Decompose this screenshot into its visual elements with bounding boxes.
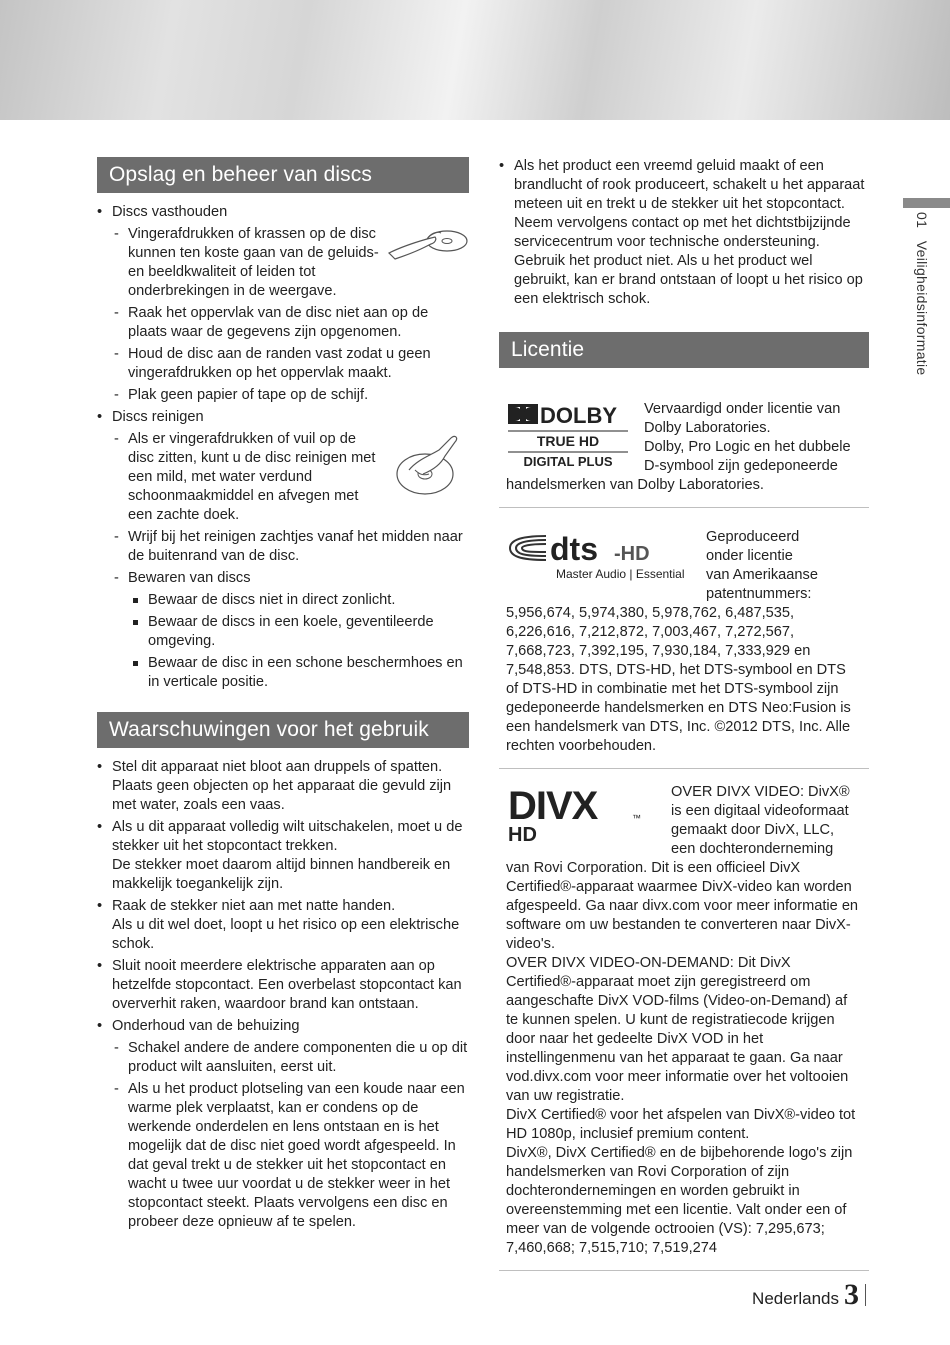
license-section-title: Licentie	[499, 332, 869, 368]
dolby-logo-plus: DIGITAL PLUS	[523, 454, 613, 469]
dts-license	[499, 520, 869, 769]
dts-logo-sub: Master Audio | Essential	[556, 567, 685, 581]
chapter-number: 01	[914, 212, 930, 229]
holding-item-3: - Houd de disc aan de randen vast zodat u geen vingerafdrukken op het oppervlak maakt.	[97, 345, 469, 383]
cleaning-item-2: - Wrijf bij het reinigen zachtjes vanaf het midden naar de buitenrand van de disc.	[97, 528, 469, 566]
housing-item-2: - Als u het product plotseling van een koude naar een warme plek verplaatst, kan er condens op de werkende onderdelen en lens ontstaan en is het mogelijk dat de disc niet goed wordt afgespeeld. In dat geval trekt u de stekker uit het stopcontact en wacht u twee uur voordat u de stekker weer in het stopcontact steekt. Plaats vervolgens een disc en probeer deze opnieuw af te spelen.	[97, 1080, 469, 1232]
dolby-text-2: Dolby, Pro Logic en het dubbele D-symbool zijn gedeponeerde handelsmerken van Dolby Laboratories.	[506, 439, 851, 493]
footer-language: Nederlands	[752, 1289, 839, 1308]
warnings-section-title: Waarschuwingen voor het gebruik	[97, 712, 469, 748]
cleaning-item-1: Als er vingerafdrukken of vuil op de disc zitten, kunt u de disc reinigen met een mild, met water verdund schoonmaakmiddel en afvegen met een zachte doek.	[128, 431, 376, 523]
warning-item-2: • Als u dit apparaat volledig wilt uitschakelen, moet u de stekker uit het stopcontact trekken.	[112, 819, 463, 854]
chapter-tab	[903, 198, 950, 208]
list-item	[97, 430, 469, 525]
dolby-license	[499, 368, 869, 508]
page-footer	[752, 1278, 866, 1312]
dolby-text-1: Vervaardigd onder licentie van Dolby Laboratories.	[644, 401, 841, 436]
storage-list	[97, 203, 469, 692]
right-column	[499, 157, 869, 1283]
divx-paragraph-1: OVER DIVX VIDEO: DivX® is een digitaal videoformaat gemaakt door DivX, LLC, een dochteronderneming van Rovi Corporation. Dit is een officieel DivX Certified®-apparaat waarmee DivX-video kan worden afgespeeld. Ga naar divx.com voor meer informatie en software om uw bestanden te converteren naar DivX-video's.	[506, 784, 859, 952]
divx-paragraph-2: OVER DIVX VIDEO-ON-DEMAND: Dit DivX Certified®-apparaat moet zijn geregistreerd om aangeschafte DivX VOD-films (Video-on-Demand) af te kunnen spelen. U kunt de registratiecode krijgen door naar het gedeelte DivX VOD in het instellingenmenu van het apparaat te gaan. Ga naar vod.divx.com voor meer informatie over het voltooien van uw registratie.	[506, 955, 849, 1104]
warning-item-2b: De stekker moet daarom altijd binnen handbereik en makkelijk toegankelijk zijn.	[112, 857, 451, 892]
divx-logo-word: DIVX	[508, 784, 598, 828]
warning-item-3b: Als u dit wel doet, loopt u het risico op een elektrische schok.	[112, 917, 460, 952]
housing-item-1: - Schakel andere de andere componenten die u op dit product wilt aansluiten, eerst uit.	[97, 1039, 469, 1077]
warnings-list	[97, 758, 469, 1232]
storing-item-2: Bewaar de discs in een koele, geventileerde omgeving.	[97, 613, 469, 651]
divx-paragraph-4: DivX®, DivX Certified® en de bijbehorende logo's zijn handelsmerken van Rovi Corporation of zijn dochterondernemingen en worden gebruikt in overeenstemming met een licentie. Valt onder een of meer van de volgende octrooien (VS): 7,295,673; 7,460,668; 7,515,710; 7,519,274	[506, 1145, 853, 1256]
hand-wiping-disc-icon	[389, 430, 469, 500]
storing-item-3: Bewaar de disc in een schone beschermhoes en in verticale positie.	[97, 654, 469, 692]
divx-hd-logo	[506, 783, 661, 843]
dts-line-4: patentnummers:	[706, 586, 812, 602]
warning-item-3: • Raak de stekker niet aan met natte handen.	[112, 898, 396, 914]
warning-item-1: • Stel dit apparaat niet bloot aan druppels of spatten. Plaats geen objecten op het apparaat die gevuld zijn met water, zoals een vaas.	[97, 758, 469, 815]
chapter-title: Veiligheidsinformatie	[914, 240, 930, 376]
dts-hd-logo	[506, 528, 696, 582]
divx-logo-tm: ™	[632, 813, 641, 823]
dts-line-2: onder licentie	[706, 548, 793, 564]
dolby-logo	[506, 400, 634, 470]
hand-holding-disc-icon	[387, 225, 469, 265]
cleaning-label: • Discs reinigen	[97, 408, 469, 427]
dolby-logo-word: DOLBY	[540, 403, 617, 428]
dts-line-3: van Amerikaanse	[706, 567, 818, 583]
holding-label: • Discs vasthouden	[97, 203, 469, 222]
footer-divider	[865, 1284, 866, 1306]
chapter-label	[908, 212, 930, 412]
divx-logo-hd: HD	[508, 824, 537, 843]
list-item	[97, 818, 469, 894]
list-item	[97, 897, 469, 954]
divx-license	[499, 781, 869, 1271]
holding-item-2: - Raak het oppervlak van de disc niet aan op de plaats waar de gegevens zijn opgenomen.	[97, 304, 469, 342]
dts-logo-word: dts	[550, 531, 598, 567]
dts-line-1: Geproduceerd	[706, 529, 800, 545]
holding-item-1: Vingerafdrukken of krassen op de disc kunnen ten koste gaan van de geluids- en beeldkwaliteit of leiden tot onderbrekingen in de weergave.	[128, 226, 379, 299]
housing-label: • Onderhoud van de behuizing	[97, 1017, 469, 1036]
storing-label: - Bewaren van discs	[97, 569, 469, 588]
dts-logo-hd: -HD	[614, 543, 650, 565]
header-banner	[0, 0, 950, 120]
smell-list	[499, 157, 869, 309]
warning-item-4: • Sluit nooit meerdere elektrische apparaten aan op hetzelfde stopcontact. Een overbelast stopcontact kan oververhit raken, waardoor brand kan ontstaan.	[97, 957, 469, 1014]
storage-section-title: Opslag en beheer van discs	[97, 157, 469, 193]
page-number: 3	[844, 1278, 859, 1311]
holding-item-4: - Plak geen papier of tape op de schijf.	[97, 386, 469, 405]
dts-text: 5,956,674, 5,974,380, 5,978,762, 6,487,535, 6,226,616, 7,212,872, 7,003,467, 7,272,567, 7,668,723, 7,392,195, 7,930,184, 7,333,929 en 7,548,853. DTS, DTS-HD, het DTS-symbool en DTS of DTS-HD in combinatie met het DTS-symbool zijn gedeponeerde handelsmerken en DTS Neo:Fusion is een handelsmerk van DTS, Inc. ©2012 DTS, Inc. Alle rechten voorbehouden.	[506, 605, 851, 754]
dolby-logo-truehd: TRUE HD	[536, 433, 600, 449]
storing-item-1: Bewaar de discs niet in direct zonlicht.	[97, 591, 469, 610]
smell-warning: • Als het product een vreemd geluid maakt of een brandlucht of rook produceert, schakelt u het apparaat meteen uit en trekt u de stekker uit het stopcontact. Neem vervolgens contact op met het dichtstbijzijnde servicecentrum voor technische ondersteuning. Gebruik het product niet. Als u het product wel gebruikt, kan er brand ontstaan of loopt u het risico op een elektrisch schok.	[499, 157, 869, 309]
divx-paragraph-3: DivX Certified® voor het afspelen van DivX®-video tot HD 1080p, inclusief premium content.	[506, 1107, 856, 1142]
left-column	[97, 157, 469, 1235]
list-item	[97, 225, 469, 301]
